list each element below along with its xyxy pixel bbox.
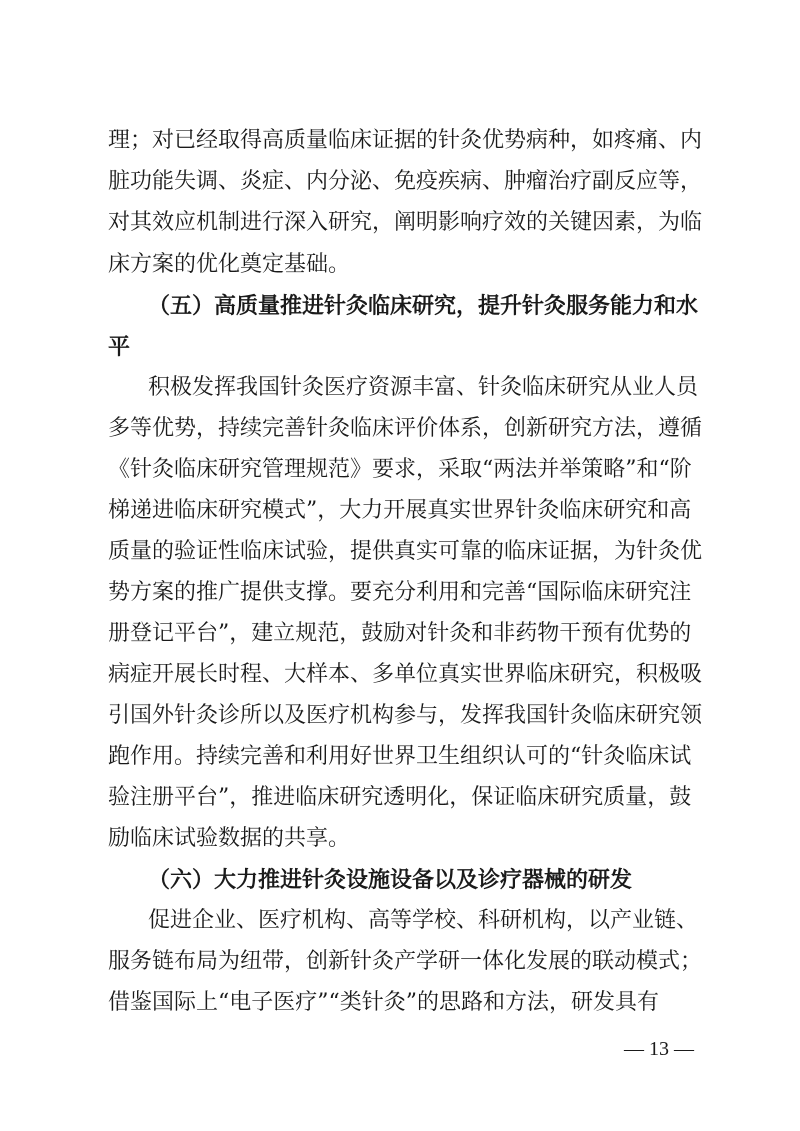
- page-number: — 13 —: [624, 1038, 694, 1060]
- body-text-line: 《针灸临床研究管理规范》要求，采取“两法并举策略”和“阶: [108, 457, 692, 482]
- body-text-line: 病症开展长时程、大样本、多单位真实世界临床研究，积极吸: [108, 662, 703, 687]
- body-text-line: 借鉴国际上“电子医疗”“类针灸”的思路和方法，研发具有: [108, 990, 659, 1015]
- body-text-line: 质量的验证性临床试验，提供真实可靠的临床证据，为针灸优: [108, 539, 703, 564]
- body-text-line: 引国外针灸诊所以及医疗机构参与，发挥我国针灸临床研究领: [108, 703, 703, 728]
- body-text-line: 励临床试验数据的共享。: [108, 826, 351, 851]
- body-text-line: 势方案的推广提供支撑。要充分利用和完善“国际临床研究注: [108, 580, 692, 605]
- body-text-line: 服务链布局为纽带，创新针灸产学研一体化发展的联动模式；: [108, 949, 703, 974]
- section-heading-five: （五）高质量推进针灸临床研究，提升针灸服务能力和水: [148, 293, 699, 319]
- body-text-line: 积极发挥我国针灸医疗资源丰富、针灸临床研究从业人员: [148, 375, 699, 400]
- body-text-line: 梯递进临床研究模式”，大力开展真实世界针灸临床研究和高: [108, 498, 692, 523]
- body-text-line: 对其效应机制进行深入研究，阐明影响疗效的关键因素，为临: [108, 210, 703, 235]
- body-text-line: 床方案的优化奠定基础。: [108, 252, 351, 277]
- body-text-line: 跑作用。持续完善和利用好世界卫生组织认可的“针灸临床试: [108, 744, 692, 769]
- body-text-line: 脏功能失调、炎症、内分泌、免疫疾病、肿瘤治疗副反应等，: [108, 169, 703, 194]
- body-text-line: 促进企业、医疗机构、高等学校、科研机构，以产业链、: [148, 908, 699, 933]
- body-text-line: 验注册平台”，推进临床研究透明化，保证临床研究质量，鼓: [108, 785, 692, 810]
- body-text-line: 多等优势，持续完善针灸临床评价体系，创新研究方法，遵循: [108, 416, 703, 441]
- body-text-line: 理；对已经取得高质量临床证据的针灸优势病种，如疼痛、内: [108, 128, 703, 153]
- section-heading-five-continued: 平: [108, 334, 131, 360]
- body-text-line: 册登记平台”，建立规范，鼓励对针灸和非药物干预有优势的: [108, 621, 692, 646]
- section-heading-six: （六）大力推进针灸设施设备以及诊疗器械的研发: [148, 867, 633, 893]
